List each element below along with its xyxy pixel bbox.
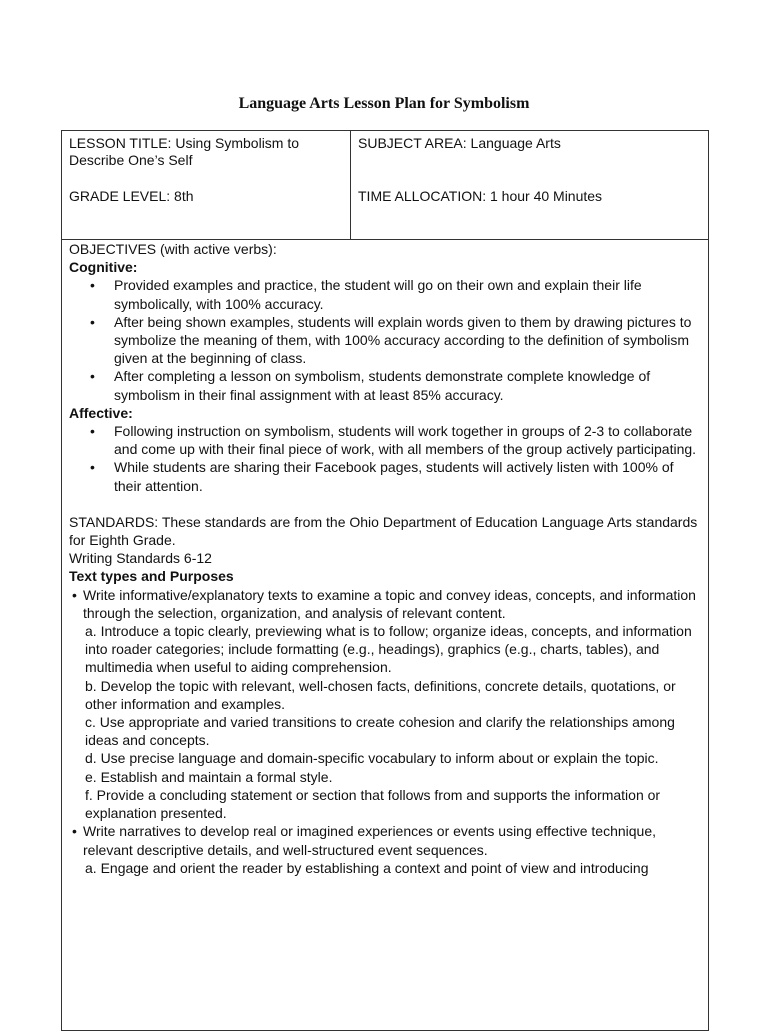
writing-standards-label: Writing Standards 6-12 bbox=[69, 550, 212, 567]
standard-subitem: b. Develop the topic with relevant, well-chosen facts, definitions, concrete details, quotations, or other information and examples. bbox=[85, 677, 676, 712]
header-left-cell bbox=[62, 131, 351, 239]
list-item: • Following instruction on symbolism, students will work together in groups of 2-3 to collaborate and come up with their final piece of work, with all members of the group actively participating. bbox=[114, 422, 701, 458]
standard-subitem: c. Use appropriate and varied transitions to create cohesion and clarify the relationships among ideas and concepts. bbox=[85, 714, 675, 749]
standard-subitem: a. Introduce a topic clearly, previewing what is to follow; organize ideas, concepts, and information into roader categories; include formatting (e.g., headings), graphics (e.g., charts, tables), and multimedia when useful to aiding comprehension. bbox=[85, 623, 692, 676]
standard-subitem: a. Engage and orient the reader by establishing a context and point of view and introducing bbox=[85, 859, 649, 876]
objectives-heading: OBJECTIVES (with active verbs): bbox=[69, 241, 277, 257]
standard-subitem: e. Establish and maintain a formal style. bbox=[85, 768, 333, 785]
header-row bbox=[62, 131, 708, 240]
grade-level-field: GRADE LEVEL: 8th bbox=[69, 188, 194, 204]
lesson-plan-table bbox=[61, 130, 709, 1031]
affective-list bbox=[69, 422, 701, 495]
time-allocation-field: TIME ALLOCATION: 1 hour 40 Minutes bbox=[358, 188, 603, 204]
standard-item: • Write informative/explanatory texts to examine a topic and convey ideas, concepts, and information through the selection, organization, and analysis of relevant content. bbox=[69, 586, 701, 622]
list-item: • Provided examples and practice, the student will go on their own and explain their life symbolically, with 100% accuracy. bbox=[114, 276, 701, 312]
standards-intro: STANDARDS: These standards are from the Ohio Department of Education Language Arts standards for Eighth Grade. bbox=[69, 513, 698, 549]
subject-area-field: SUBJECT AREA: Language Arts bbox=[358, 135, 561, 151]
standard-item: • Write narratives to develop real or imagined experiences or events using effective technique, relevant descriptive details, and well-structured event sequences. bbox=[69, 822, 701, 858]
standard-subitem: d. Use precise language and domain-specific vocabulary to inform about or explain the topic. bbox=[85, 750, 659, 767]
standard-subitem: f. Provide a concluding statement or section that follows from and supports the information or explanation presented. bbox=[85, 786, 661, 822]
lesson-title-field: LESSON TITLE: Using Symbolism to Describe One’s Self bbox=[69, 135, 300, 168]
list-item: • While students are sharing their Facebook pages, students will actively listen with 100% of their attention. bbox=[114, 458, 701, 494]
cognitive-list bbox=[69, 276, 701, 403]
text-types-label: Text types and Purposes bbox=[69, 568, 234, 585]
objectives-standards-cell bbox=[62, 240, 708, 1030]
cognitive-label: Cognitive: bbox=[69, 259, 138, 276]
list-item: • After being shown examples, students will explain words given to them by drawing pictures to symbolize the meaning of them, with 100% accuracy according to the definition of symbolism given at the beginning of class. bbox=[114, 313, 701, 368]
header-right-cell bbox=[351, 131, 708, 239]
page-title: Language Arts Lesson Plan for Symbolism bbox=[238, 95, 530, 112]
list-item: • After completing a lesson on symbolism, students demonstrate complete knowledge of symbolism in their final assignment with at least 85% accuracy. bbox=[114, 367, 701, 403]
affective-label: Affective: bbox=[69, 404, 133, 421]
